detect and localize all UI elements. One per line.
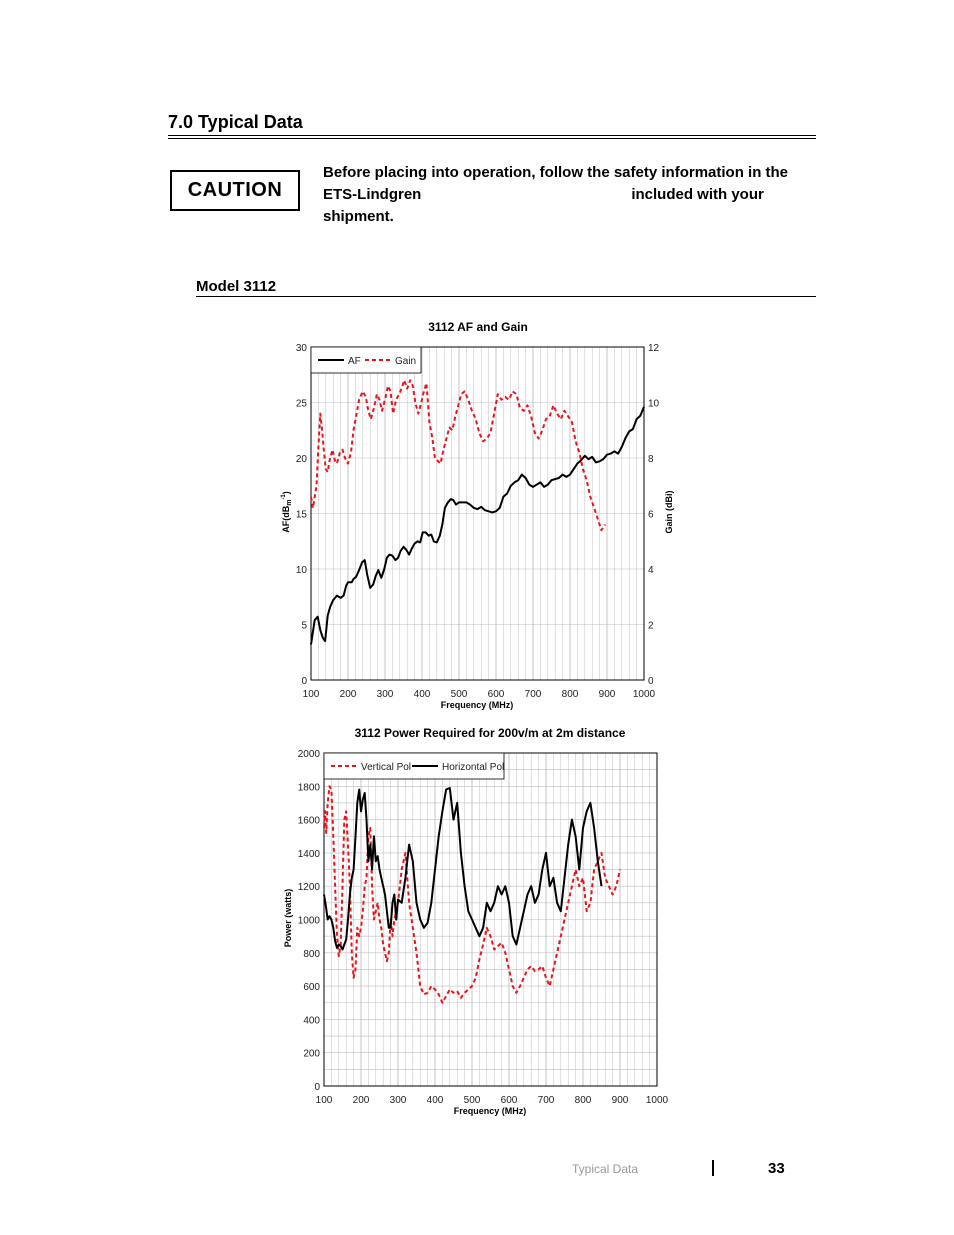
x-tick-label: 100 — [315, 1095, 333, 1106]
caution-box — [170, 170, 300, 211]
x-tick-label: 100 — [302, 689, 320, 700]
x-tick-label: 600 — [500, 1095, 518, 1106]
footer-page-number: 33 — [768, 1160, 785, 1177]
y-axis-label: Power (watts) — [283, 888, 293, 948]
legend-label-gain: Gain — [395, 356, 417, 367]
y-tick-label: 15 — [295, 509, 307, 521]
legend-label-horizontal: Horizontal Pol — [442, 762, 505, 773]
y-tick-label: 25 — [295, 398, 307, 410]
x-tick-label: 400 — [426, 1095, 444, 1106]
series-line-horizontal-pol — [324, 788, 602, 950]
x-tick-label: 500 — [450, 689, 468, 700]
x-tick-label: 300 — [389, 1095, 407, 1106]
x-tick-label: 300 — [376, 689, 394, 700]
chart-title: 3112 Power Required for 200v/m at 2m distance — [354, 726, 626, 740]
x-tick-label: 400 — [413, 689, 431, 700]
y-tick-label: 2000 — [297, 749, 320, 760]
y-tick-label: 5 — [301, 620, 307, 632]
caution-line-1: Before placing into operation, follow the safety information in the — [323, 164, 789, 181]
x-tick-label: 600 — [487, 689, 505, 700]
left-y-axis-label — [281, 491, 293, 533]
title-rule — [168, 135, 816, 139]
y-tick-label: 20 — [295, 454, 307, 465]
af-gain-chart — [270, 312, 690, 717]
x-tick-label: 900 — [598, 689, 616, 700]
x-tick-label: 900 — [611, 1095, 629, 1106]
y-tick-label: 0 — [301, 676, 307, 687]
right-y-tick-label: 8 — [648, 454, 654, 465]
x-tick-labels — [303, 689, 656, 700]
x-tick-label: 200 — [352, 1095, 370, 1106]
x-tick-label: 800 — [561, 689, 579, 700]
model-rule — [196, 296, 816, 297]
right-y-axis-label: Gain (dBi) — [664, 490, 674, 534]
y-tick-labels — [298, 749, 321, 1093]
left-y-axis-label-end: ) — [281, 491, 291, 495]
series-lines — [311, 380, 644, 644]
power-chart — [270, 718, 690, 1128]
chart-grid — [311, 347, 644, 680]
caution-line-2b: included with your — [631, 186, 764, 203]
x-tick-label: 1000 — [645, 1095, 669, 1106]
chart-title: 3112 AF and Gain — [428, 320, 528, 334]
legend — [311, 347, 421, 373]
footer-section-name: Typical Data — [572, 1162, 639, 1176]
caution-text — [323, 162, 823, 228]
x-tick-label: 1000 — [632, 689, 656, 700]
right-y-tick-label: 0 — [648, 676, 654, 687]
caution-line-2a: ETS-Lindgren — [323, 186, 422, 203]
y-tick-label: 0 — [314, 1082, 320, 1093]
y-tick-label: 1200 — [297, 882, 320, 894]
y-tick-label: 30 — [295, 343, 307, 354]
right-y-tick-labels — [648, 343, 660, 687]
x-tick-label: 700 — [537, 1095, 555, 1106]
left-y-axis-label-sup: -1 — [281, 494, 287, 500]
y-tick-label: 1600 — [297, 815, 320, 827]
right-y-tick-label: 6 — [648, 509, 654, 521]
y-tick-label: 1000 — [297, 915, 320, 927]
legend-label-af: AF — [348, 356, 361, 367]
footer-divider — [712, 1160, 714, 1176]
legend — [324, 753, 504, 779]
right-y-tick-label: 12 — [648, 343, 660, 354]
y-tick-label: 200 — [303, 1048, 320, 1060]
caution-label: CAUTION — [187, 179, 283, 201]
model-heading: Model 3112 — [196, 278, 277, 295]
x-tick-label: 800 — [574, 1095, 592, 1106]
x-tick-label: 700 — [524, 689, 542, 700]
x-tick-labels — [316, 1095, 669, 1106]
y-tick-label: 1400 — [297, 848, 320, 860]
right-y-tick-label: 2 — [648, 620, 654, 632]
y-tick-label: 800 — [303, 948, 320, 960]
x-tick-label: 200 — [339, 689, 357, 700]
left-y-tick-labels — [296, 343, 308, 687]
y-tick-label: 400 — [303, 1015, 320, 1027]
section-title: 7.0 Typical Data — [168, 112, 303, 132]
right-y-tick-label: 4 — [648, 565, 654, 576]
legend-label-vertical: Vertical Pol — [361, 762, 412, 773]
caution-line-3: shipment. — [323, 208, 394, 225]
right-y-tick-label: 10 — [648, 398, 660, 410]
x-axis-label: Frequency (MHz) — [440, 700, 514, 710]
left-y-axis-label-sub: m — [286, 499, 293, 506]
y-tick-label: 1800 — [297, 782, 320, 794]
y-tick-label: 600 — [303, 982, 320, 994]
series-line-af — [311, 407, 644, 645]
x-tick-label: 500 — [463, 1095, 481, 1106]
y-tick-label: 10 — [295, 565, 307, 576]
x-axis-label: Frequency (MHz) — [453, 1106, 527, 1116]
left-y-axis-label-main: AF(dB — [281, 505, 291, 533]
